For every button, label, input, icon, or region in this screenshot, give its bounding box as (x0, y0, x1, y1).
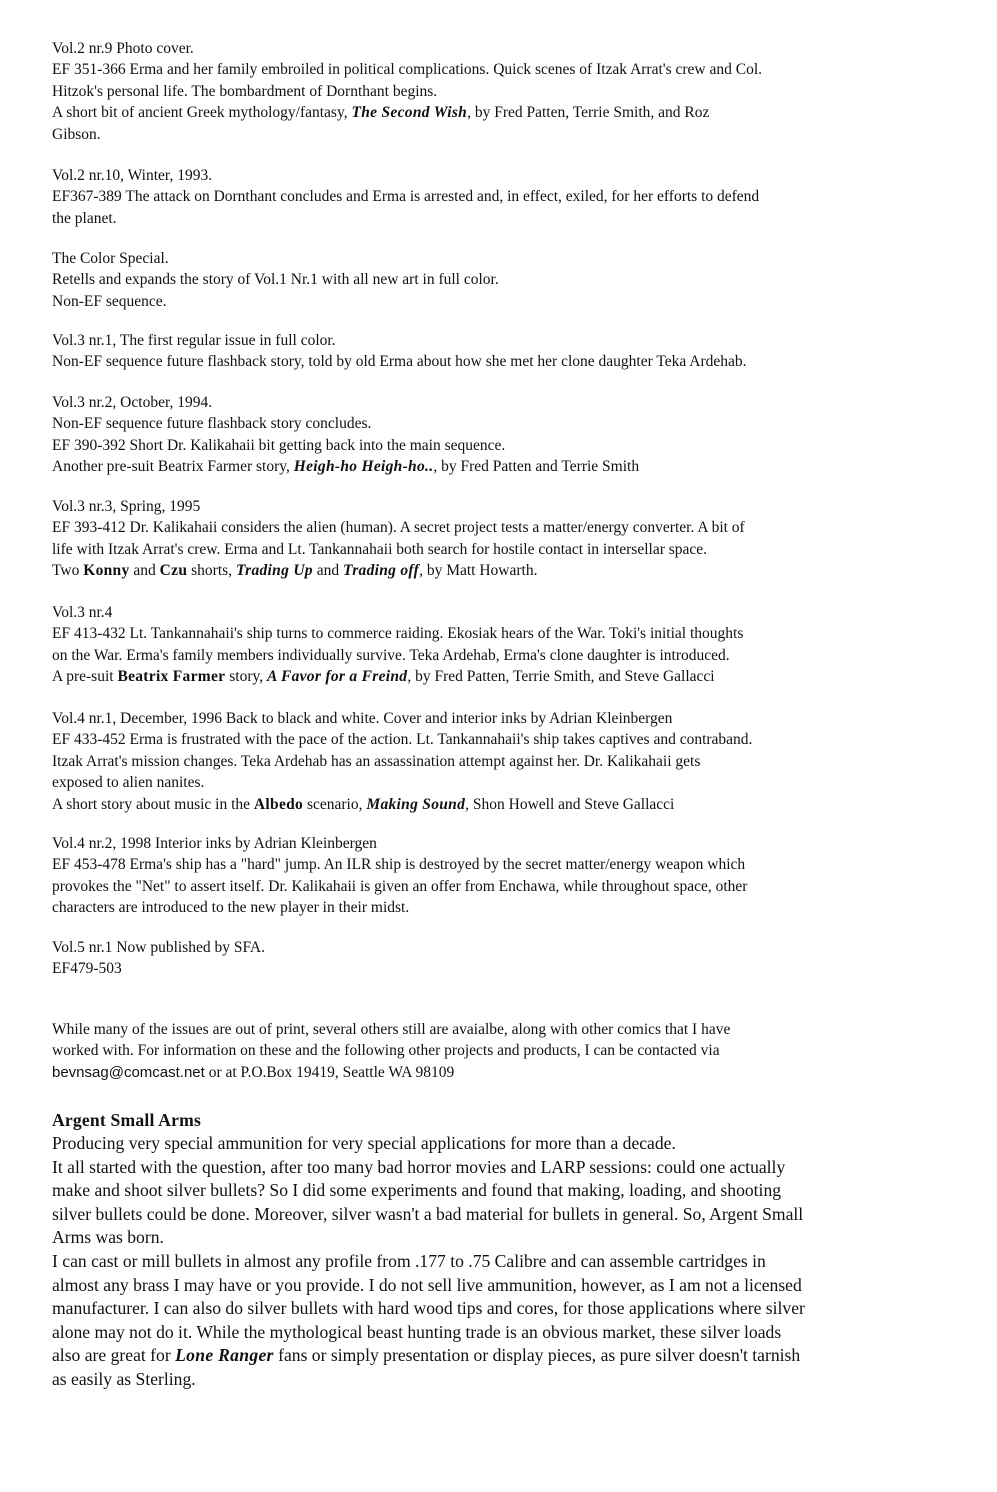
story-title: Making Sound (366, 795, 466, 813)
argent-line: manufacturer. I can also do silver bullets with hard wood tips and cores, for those applications where silver (52, 1298, 805, 1319)
argent-line: I can cast or mill bullets in almost any profile from .177 to .75 Calibre and can assemble cartridges in (52, 1250, 766, 1271)
issue-vol5-nr1 (52, 937, 957, 980)
story-title: Heigh-ho Heigh-ho.. (293, 458, 434, 476)
contact-line: worked with. For information on these and the following other projects and products, I can be contacted via (52, 1042, 720, 1060)
argent-line: Producing very special ammunition for very special applications for more than a decade. (52, 1133, 676, 1153)
story-prefix: A short bit of ancient Greek mythology/fantasy, (52, 104, 352, 122)
issue-text: provokes the "Net" to assert itself. Dr. Kalikahaii is given an offer from Enchawa, while throughout space, other (52, 877, 748, 895)
story-mid: scenario, (303, 795, 367, 813)
shorts-title-trading-off: Trading off (343, 562, 420, 580)
story-prefix: Another pre-suit Beatrix Farmer story, (52, 458, 294, 476)
story-prefix: A short story about music in the (52, 795, 254, 813)
issue-text: on the War. Erma's family members individually survive. Teka Ardehab, Erma's clone daughter is introduced. (52, 646, 730, 664)
issue-vol3-nr4 (52, 602, 957, 688)
story-prefix: A pre-suit (52, 668, 118, 686)
issue-heading: Vol.3 nr.1, The first regular issue in full color. (52, 332, 336, 349)
contact-address: or at P.O.Box 19419, Seattle WA 98109 (204, 1063, 455, 1081)
issue-text: EF 453-478 Erma's ship has a "hard" jump. An ILR ship is destroyed by the secret matter/energy weapon which (52, 856, 746, 874)
shorts-name-konny: Konny (83, 562, 130, 580)
issue-heading: Vol.4 nr.1, December, 1996 Back to black and white. Cover and interior inks by Adrian Kleinbergen (52, 710, 673, 727)
contact-email-link[interactable]: bevnsag@comcast.net (52, 1063, 205, 1081)
argent-line: silver bullets could be done. Moreover, silver wasn't a bad material for bullets in general. So, Argent Small (52, 1203, 804, 1224)
shorts-text: shorts, (187, 562, 236, 580)
issue-text: exposed to alien nanites. (52, 774, 205, 792)
issue-vol3-nr1 (52, 330, 957, 373)
argent-final-title: Lone Ranger (175, 1345, 274, 1366)
story-suffix: , by Fred Patten, Terrie Smith, and Roz (467, 104, 710, 122)
story-suffix: , by Fred Patten, Terrie Smith, and Steve Gallacci (407, 668, 715, 686)
argent-line: make and shoot silver bullets? So I did some experiments and found that making, loading, and shooting (52, 1180, 782, 1201)
contact-paragraph (52, 1019, 957, 1083)
issue-heading: The Color Special. (52, 250, 169, 267)
section-heading: Argent Small Arms (52, 1110, 202, 1130)
issue-text: characters are introduced to the new player in their midst. (52, 899, 410, 917)
issue-text: Itzak Arrat's mission changes. Teka Ardehab has an assassination attempt against her. Dr. Kalikahaii gets (52, 752, 701, 770)
argent-line: It all started with the question, after too many bad horror movies and LARP sessions: could one actually (52, 1156, 786, 1177)
issue-vol4-nr1 (52, 708, 957, 815)
issue-text: Hitzok's personal life. The bombardment of Dornthant begins. (52, 82, 438, 100)
issue-text: EF367-389 The attack on Dornthant concludes and Erma is arrested and, in effect, exiled, for her efforts to defend (52, 188, 760, 206)
issue-heading: Vol.3 nr.4 (52, 604, 113, 621)
contact-line: While many of the issues are out of print, several others still are avaialbe, along with other comics that I have (52, 1021, 731, 1038)
issue-heading: Vol.3 nr.2, October, 1994. (52, 394, 213, 411)
shorts-title-trading-up: Trading Up (235, 562, 313, 580)
argent-line: as easily as Sterling. (52, 1368, 196, 1389)
shorts-text: Two (52, 562, 84, 580)
story-scenario-name: Albedo (253, 795, 304, 813)
issue-text: EF 351-366 Erma and her family embroiled in political complications. Quick scenes of Itzak Arrat's crew and Col. (52, 61, 762, 79)
shorts-line (52, 560, 957, 581)
issue-vol2-nr10 (52, 165, 957, 229)
story-line (52, 456, 957, 477)
issue-vol3-nr3 (52, 496, 957, 582)
story-line (52, 794, 957, 815)
issue-heading: Vol.2 nr.9 Photo cover. (52, 40, 194, 57)
issue-color-special (52, 248, 957, 312)
story-title: The Second Wish (351, 104, 468, 122)
issue-vol3-nr2 (52, 392, 957, 478)
argent-final-prefix: also are great for (52, 1345, 176, 1366)
story-suffix: , Shon Howell and Steve Gallacci (465, 795, 675, 813)
argent-small-arms-section (52, 1108, 957, 1392)
argent-line: alone may not do it. While the mythological beast hunting trade is an obvious market, these silver loads (52, 1321, 782, 1342)
argent-line (52, 1344, 957, 1368)
argent-final-suffix: fans or simply presentation or display pieces, as pure silver doesn't tarnish (273, 1345, 801, 1366)
shorts-name-czu: Czu (159, 562, 188, 580)
shorts-text: and (129, 562, 160, 580)
issue-text: Non-EF sequence future flashback story, told by old Erma about how she met her clone daughter Teka Ardehab. (52, 353, 747, 371)
issue-heading: Vol.3 nr.3, Spring, 1995 (52, 498, 201, 515)
issue-heading: Vol.5 nr.1 Now published by SFA. (52, 939, 266, 956)
story-line (52, 102, 957, 123)
issue-heading: Vol.2 nr.10, Winter, 1993. (52, 167, 213, 184)
shorts-text: , by Matt Howarth. (419, 562, 538, 580)
issue-text: EF 390-392 Short Dr. Kalikahaii bit getting back into the main sequence. (52, 436, 506, 454)
story-title: A Favor for a Freind (266, 668, 408, 686)
issue-vol4-nr2 (52, 833, 957, 919)
issue-text: Non-EF sequence. (52, 292, 167, 310)
argent-line: almost any brass I may have or you provide. I do not sell live ammunition, however, as I am not a licensed (52, 1274, 802, 1295)
issue-text: EF 433-452 Erma is frustrated with the pace of the action. Lt. Tankannahaii's ship takes captives and contraband. (52, 731, 753, 749)
contact-line (52, 1062, 957, 1083)
issue-text: Retells and expands the story of Vol.1 Nr.1 with all new art in full color. (52, 271, 499, 289)
shorts-text: and (312, 562, 343, 580)
issue-text: the planet. (52, 209, 117, 227)
story-line (52, 666, 957, 687)
issue-vol2-nr9 (52, 38, 957, 145)
story-line-continued: Gibson. (52, 125, 101, 143)
issue-text: EF479-503 (52, 960, 122, 978)
issue-text: EF 393-412 Dr. Kalikahaii considers the alien (human). A secret project tests a matter/energy converter. A bit of (52, 519, 745, 537)
issue-text: EF 413-432 Lt. Tankannahaii's ship turns to commerce raiding. Ekosiak hears of the War. Toki's initial thoughts (52, 625, 744, 643)
issue-text: Non-EF sequence future flashback story concludes. (52, 415, 372, 433)
story-mid: story, (225, 668, 267, 686)
issue-heading: Vol.4 nr.2, 1998 Interior inks by Adrian Kleinbergen (52, 835, 377, 852)
story-character-name: Beatrix Farmer (117, 668, 226, 686)
story-suffix: , by Fred Patten and Terrie Smith (433, 458, 640, 476)
argent-line: Arms was born. (52, 1227, 164, 1248)
issue-text: life with Itzak Arrat's crew. Erma and Lt. Tankannahaii both search for hostile contact in intersellar space. (52, 540, 708, 558)
